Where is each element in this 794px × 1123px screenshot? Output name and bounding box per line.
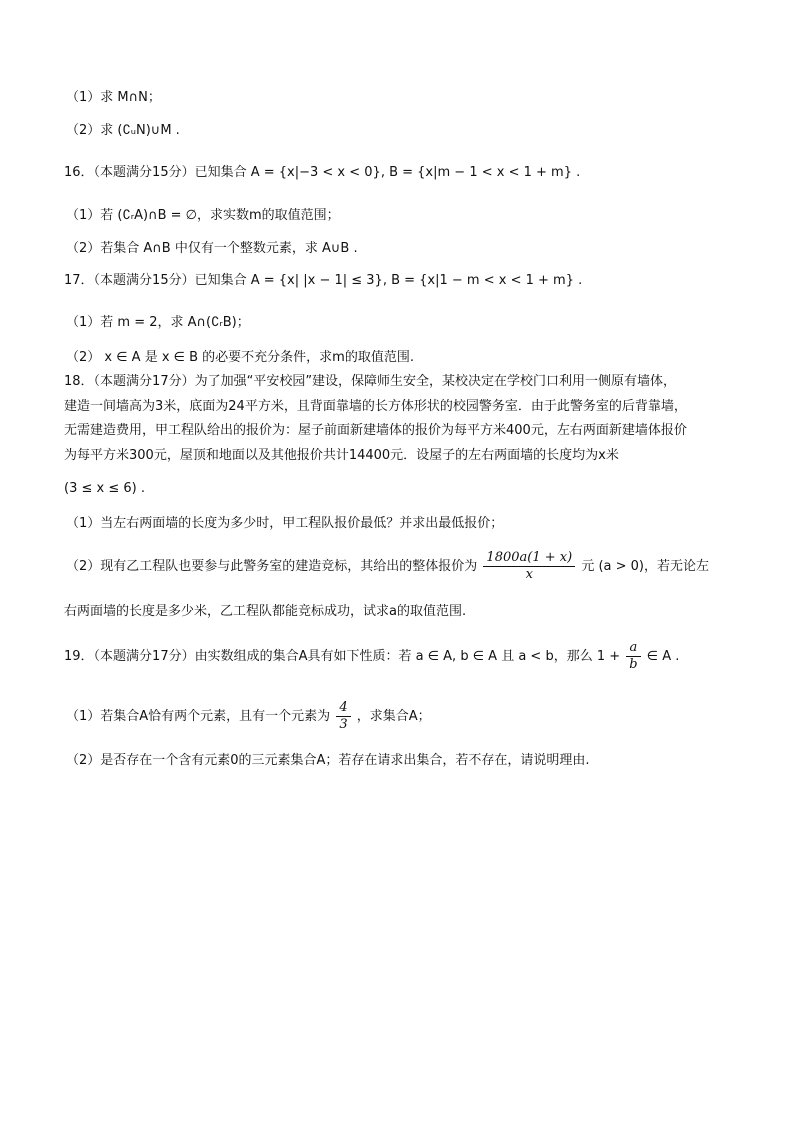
q15-part1: （1）求 M∩N；	[66, 90, 161, 105]
q19-part2: （2）是否存在一个含有元素0的三元素集合A；若存在请求出集合，若不存在，请说明理由.	[66, 753, 590, 768]
q18-part2-cont: 右两面墙的长度是多少米，乙工程队都能竞标成功，试求a的取值范围.	[64, 604, 467, 619]
q18-stem-line3: 无需建造费用，甲工程队给出的报价为：屋子前面新建墙体的报价为每平方米400元，左右两面新建墙体报价	[64, 423, 687, 438]
q18-part2-before: （2）现有乙工程队也要参与此警务室的建造竞标，其给出的整体报价为	[66, 559, 478, 574]
q19-part1-fraction	[336, 700, 350, 733]
q17-stem: 17．（本题满分15分）已知集合 A = {x| |x − 1| ≤ 3}, B = {x|1 − m < x < 1 + m} .	[64, 273, 583, 288]
q18-range: (3 ≤ x ≤ 6) .	[64, 481, 145, 496]
q19-part1-before: （1）若集合A恰有两个元素，且有一个元素为	[66, 709, 331, 724]
fraction-numerator: 4	[336, 700, 350, 717]
q18-part1: （1）当左右两面墙的长度为多少时，甲工程队报价最低？并求出最低报价；	[66, 516, 504, 531]
q15-part2: （2）求 (∁ᵤN)∪M .	[66, 123, 180, 138]
q19-part1-after: ，求集合A；	[356, 709, 431, 724]
q18-stem-line2: 建造一间墙高为3米，底面为24平方米，且背面靠墙的长方体形状的校园警务室．由于此警务室的后背靠墙，	[64, 399, 687, 414]
q19-stem	[64, 637, 679, 677]
q18-stem-line1: 18．（本题满分17分）为了加强“平安校园”建设，保障师生安全，某校决定在学校门口利用一侧原有墙体，	[64, 374, 677, 389]
fraction-numerator: 1800a(1 + x)	[483, 550, 575, 567]
q19-part1	[66, 697, 431, 737]
fraction-denominator: x	[525, 567, 533, 582]
q18-part2-after: 元 (a > 0)，若无论左	[581, 559, 709, 574]
fraction-denominator: 3	[339, 717, 348, 732]
q16-part2: （2）若集合 A∩B 中仅有一个整数元素，求 A∪B .	[66, 241, 358, 256]
q18-stem-line4: 为每平方米300元，屋顶和地面以及其他报价共计14400元．设屋子的左右两面墙的长度均为x米	[64, 448, 619, 463]
q16-part1: （1）若 (∁ᵣA)∩B = ∅，求实数m的取值范围；	[66, 208, 340, 223]
q19-stem-after: ∈ A .	[646, 649, 680, 664]
fraction-numerator: a	[626, 640, 640, 657]
q17-part1: （1）若 m = 2，求 A∩(∁ᵣB)；	[66, 315, 250, 330]
q19-fraction	[626, 640, 640, 673]
q19-stem-before: 19．（本题满分17分）由实数组成的集合A具有如下性质：若 a ∈ A, b ∈ A 且 a < b，那么 1 +	[64, 649, 621, 664]
q17-part2: （2） x ∈ A 是 x ∈ B 的必要不充分条件，求m的取值范围.	[66, 350, 414, 365]
fraction-denominator: b	[629, 657, 638, 672]
q16-stem: 16．（本题满分15分）已知集合 A = {x|−3 < x < 0}, B = {x|m − 1 < x < 1 + m} .	[64, 165, 581, 180]
q18-price-fraction	[483, 550, 575, 583]
q18-part2	[66, 547, 709, 587]
